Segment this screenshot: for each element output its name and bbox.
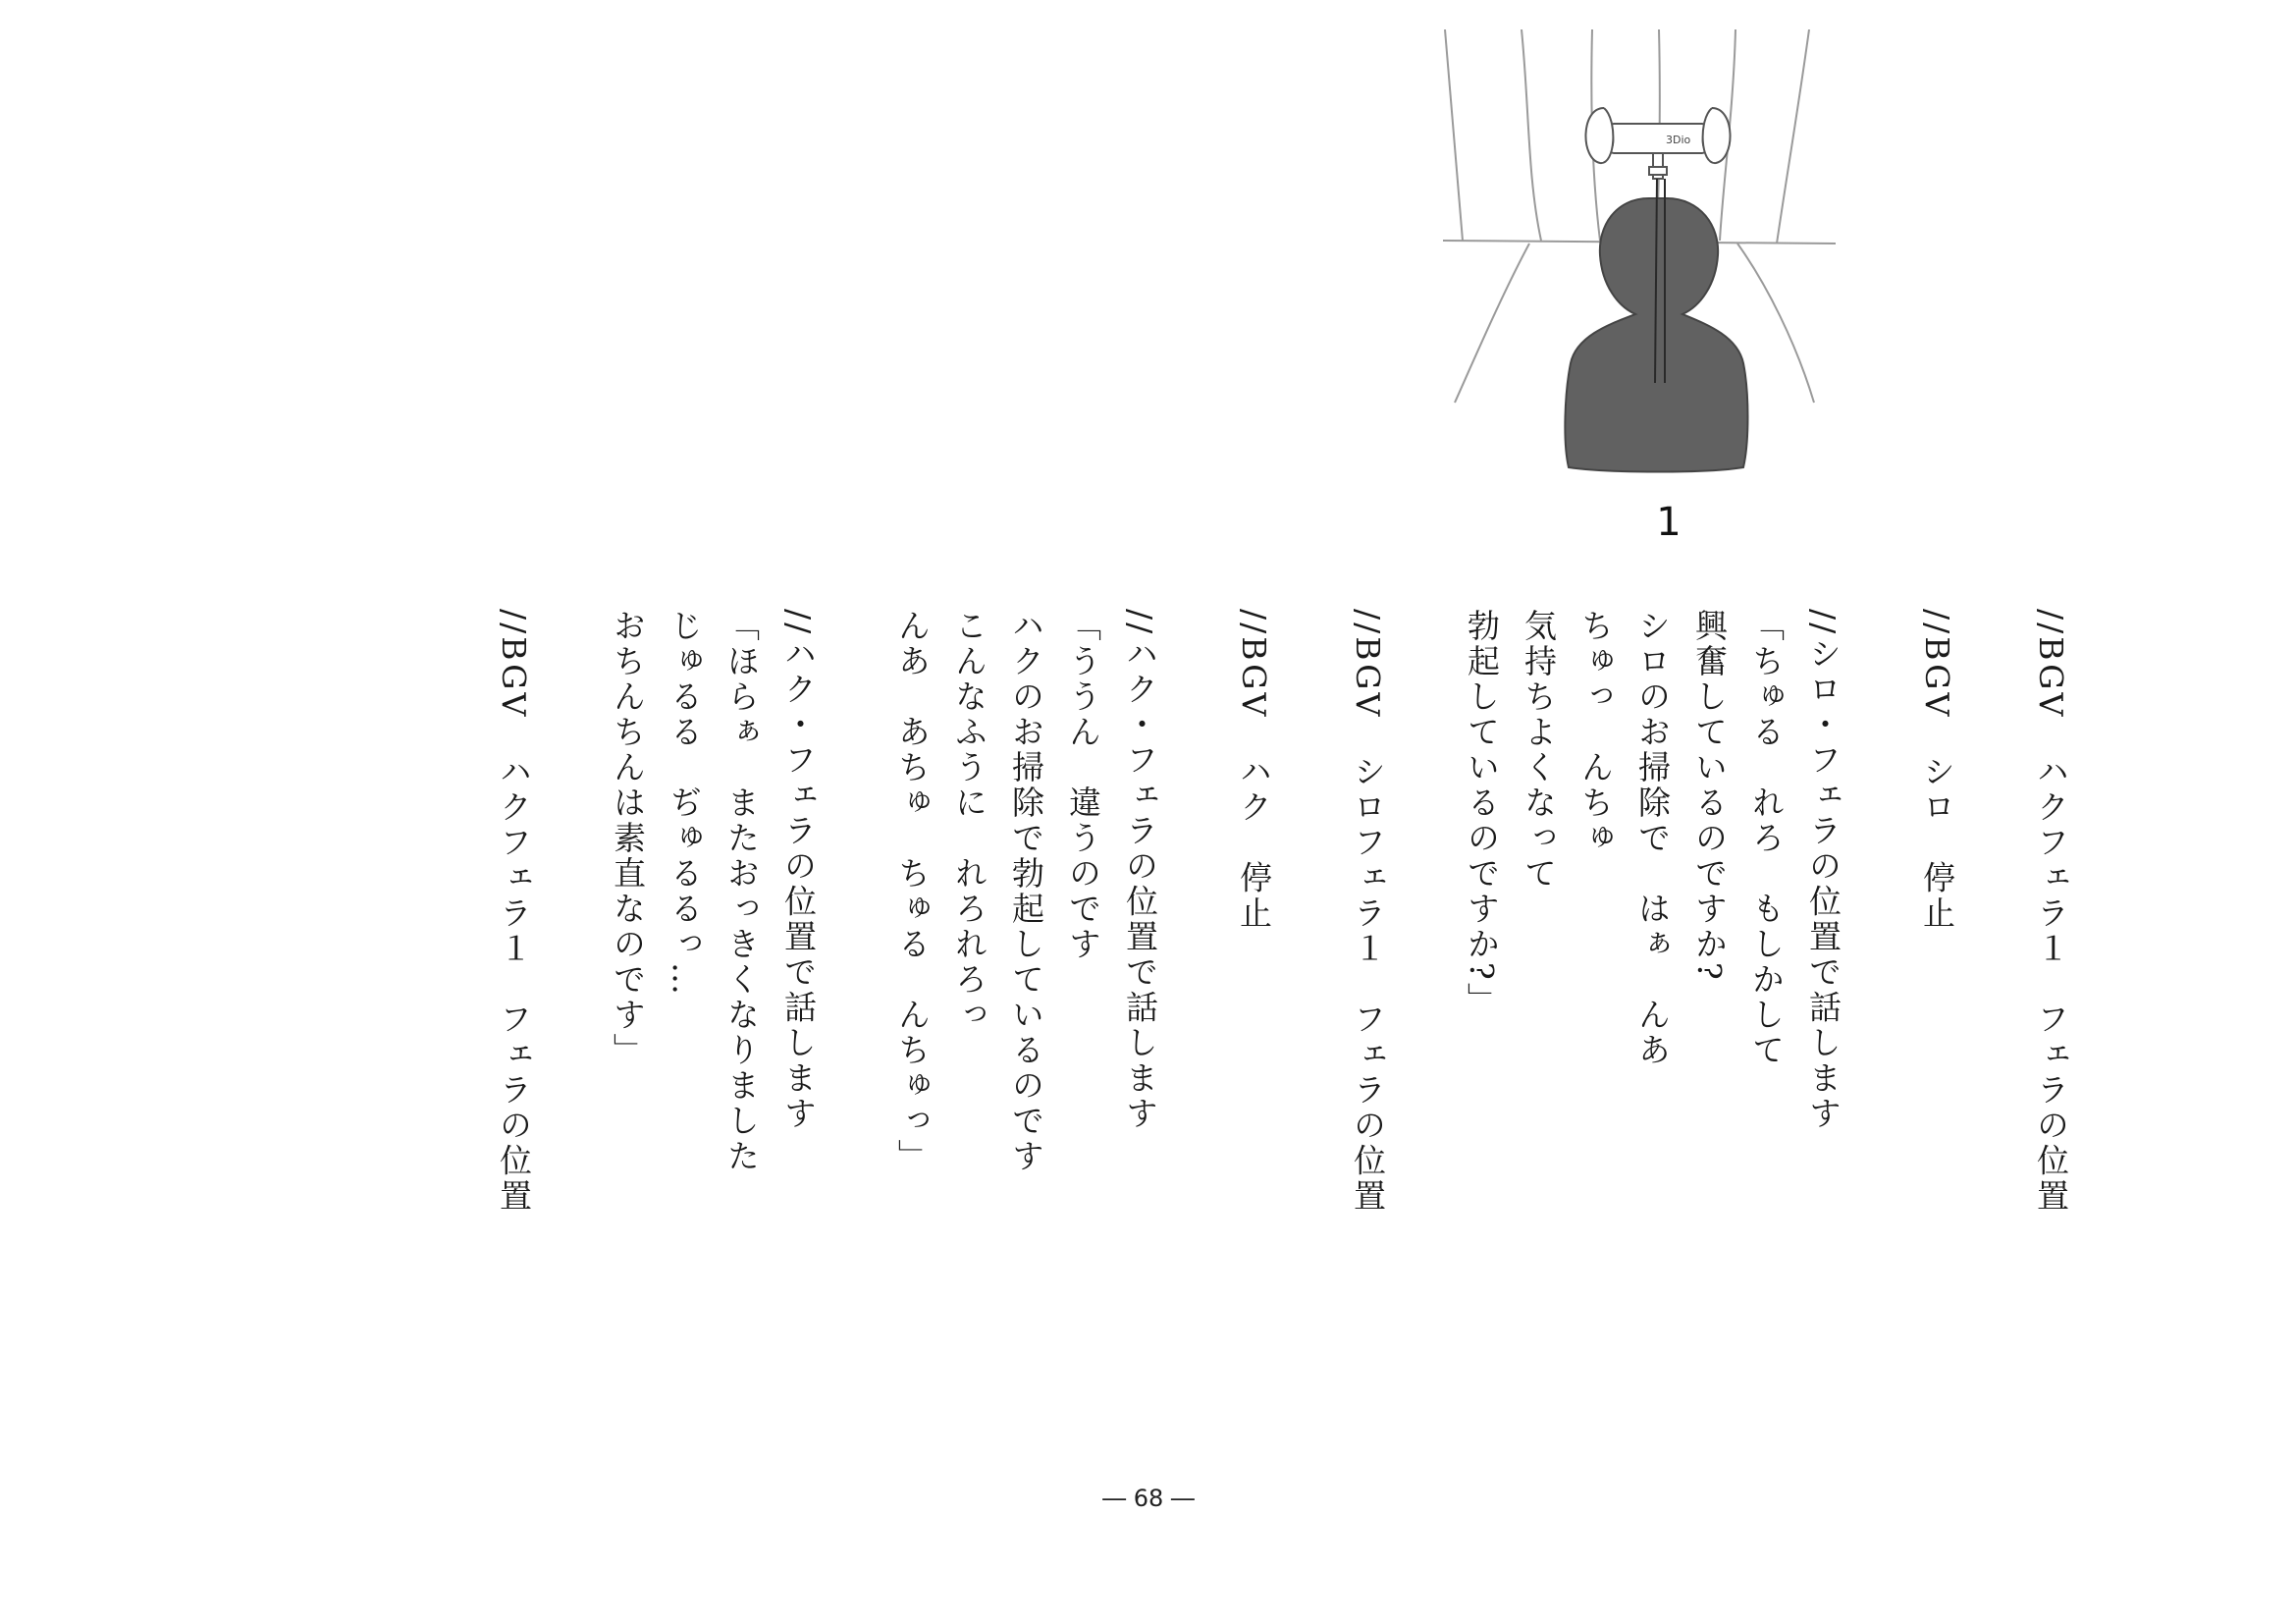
script-line: 興奮しているのですか? xyxy=(1690,609,1729,983)
svg-text:3Dio: 3Dio xyxy=(1666,134,1691,146)
page-number: ― 68 ― xyxy=(1102,1485,1195,1512)
script-line: こんなふうに れろれろっ xyxy=(950,609,988,1033)
script-line: 気持ちよくなって xyxy=(1520,609,1558,892)
script-line: //BGV ハク 停止 xyxy=(1235,609,1273,932)
script-line: 勃起しているのですか?」 xyxy=(1463,609,1501,1018)
script-line: //BGV シロフェラ１ フェラの位置 xyxy=(1349,609,1387,1215)
script-line: //BGV ハクフェラ１ フェラの位置 xyxy=(495,609,533,1215)
script-line: ハクのお掃除で勃起しているのです xyxy=(1007,609,1045,1174)
script-line: ちゅっ んちゅ xyxy=(1576,609,1615,856)
script-line: おちんちんは素直なのです」 xyxy=(609,609,647,1068)
script-line: //シロ・フェラの位置で話します xyxy=(1804,609,1842,1132)
script-line: 「ううん 違うのです xyxy=(1064,609,1102,962)
script-line: //BGV シロ 停止 xyxy=(1918,609,1956,932)
script-line: //BGV ハクフェラ１ フェラの位置 xyxy=(2032,609,2070,1215)
script-line: シロのお掃除で はぁ んあ xyxy=(1633,609,1672,1068)
figure-number: 1 xyxy=(1656,500,1682,545)
script-line: //ハク・フェラの位置で話します xyxy=(1121,609,1159,1132)
script-line: 「ほらぁ またおっきくなりました xyxy=(722,609,761,1174)
microphone-icon xyxy=(1585,108,1730,179)
binaural-mic-illustration xyxy=(1443,29,1895,481)
script-line: //ハク・フェラの位置で話します xyxy=(779,609,818,1132)
script-line: じゅるる ぢゅるるっ… xyxy=(666,609,704,998)
script-line: んあ あちゅ ちゅる んちゅっ」 xyxy=(893,609,932,1174)
script-line: 「ちゅる れろ もしかして xyxy=(1747,609,1786,1068)
